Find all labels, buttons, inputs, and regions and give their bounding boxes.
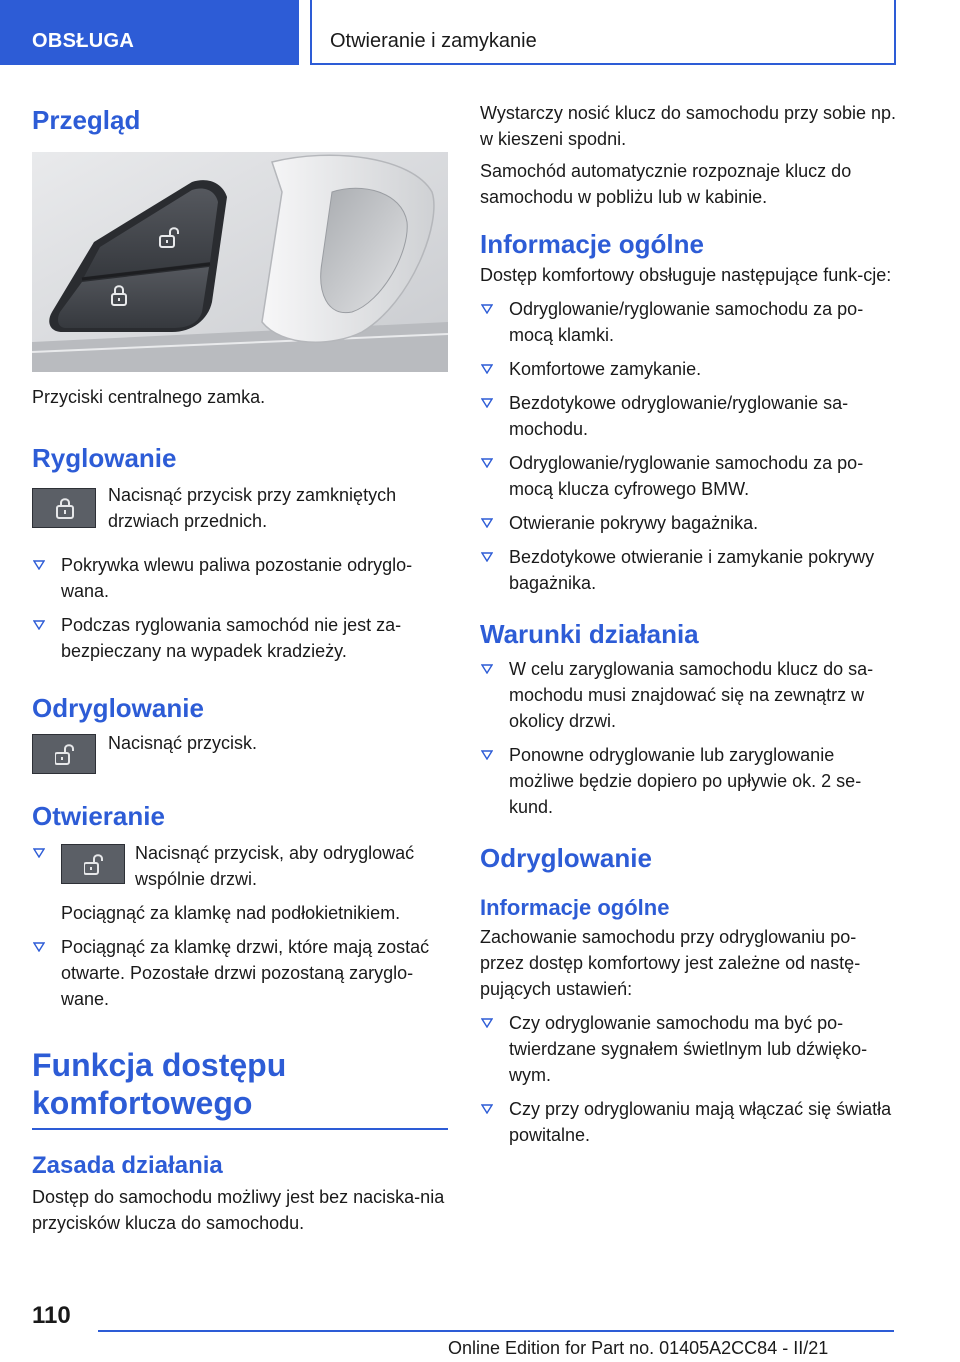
comfort-access-heading: Funkcja dostępu komfortowego <box>32 1047 287 1121</box>
list-item: Czy odryglowanie samochodu ma być po-twierdzane sygnałem świetlnym lub dźwięko-wym. <box>480 1010 896 1088</box>
lock-button-image <box>32 488 96 528</box>
list-item: Czy przy odryglowaniu mają włączać się światła powitalne. <box>480 1096 896 1148</box>
principle-text: Dostęp do samochodu możliwy jest bez naciska-nia przycisków klucza do samochodu. <box>32 1187 445 1233</box>
unlocking-row <box>32 730 448 774</box>
right-column <box>480 100 896 1148</box>
right-para-2: Samochód automatycznie rozpoznaje klucz do samochodu w pobliżu lub w kabinie. <box>480 161 852 207</box>
triangle-bullet-icon <box>481 664 493 674</box>
triangle-bullet-icon <box>481 364 493 374</box>
door-lock-buttons-figure <box>32 152 448 372</box>
triangle-bullet-icon <box>481 458 493 468</box>
unlock-bullet-list <box>480 1010 896 1148</box>
list-item: Pociągnąć za klamkę drzwi, które mają zostać otwarte. Pozostałe drzwi pozostaną zaryglo-wane. <box>32 934 448 1012</box>
unlocking-heading: Odryglowanie <box>32 693 204 723</box>
list-item <box>32 840 448 926</box>
locking-row <box>32 482 448 538</box>
principle-heading: Zasada działania <box>32 1152 223 1179</box>
footer-divider <box>98 1330 894 1332</box>
triangle-bullet-icon <box>33 848 45 858</box>
triangle-bullet-icon <box>481 304 493 314</box>
edition-text: Online Edition for Part no. 01405A2CC84 - II/21 <box>448 1338 829 1358</box>
page-number: 110 <box>32 1302 71 1329</box>
header-chapter-label: Otwieranie i zamykanie <box>330 30 537 52</box>
unlock-button-image <box>32 734 96 774</box>
list-item: Podczas ryglowania samochód nie jest za-bezpieczany na wypadek kradzieży. <box>32 612 448 664</box>
unlock-button-image <box>61 844 125 884</box>
unlock-general-heading: Informacje ogólne <box>480 895 670 920</box>
overview-heading: Przegląd <box>32 105 141 135</box>
lock-open-icon <box>55 744 75 766</box>
list-item: Bezdotykowe otwieranie i zamykanie pokrywy bagażnika. <box>480 544 896 596</box>
triangle-bullet-icon <box>481 552 493 562</box>
triangle-bullet-icon <box>481 1104 493 1114</box>
triangle-bullet-icon <box>33 620 45 630</box>
header-section-label: OBSŁUGA <box>32 30 135 52</box>
unlock-heading: Odryglowanie <box>480 843 652 873</box>
list-item: Otwieranie pokrywy bagażnika. <box>480 510 896 536</box>
triangle-bullet-icon <box>481 518 493 528</box>
header-section-tab <box>0 0 299 65</box>
list-item: Komfortowe zamykanie. <box>480 356 896 382</box>
locking-text: Nacisnąć przycisk przy zamkniętych drzwiach przednich. <box>108 485 397 531</box>
unlock-general-text: Zachowanie samochodu przy odryglowaniu po-przez dostęp komfortowy jest zależne od nastę-pujących ustawień: <box>480 927 861 999</box>
figure-caption: Przyciski centralnego zamka. <box>32 387 266 407</box>
features-bullet-list <box>480 296 896 596</box>
list-item: Bezdotykowe odryglowanie/ryglowanie sa-mochodu. <box>480 390 896 442</box>
locking-heading: Ryglowanie <box>32 443 177 473</box>
list-item: Odryglowanie/ryglowanie samochodu za po-mocą klamki. <box>480 296 896 348</box>
lock-closed-icon <box>55 498 75 520</box>
list-item: Ponowne odryglowanie lub zaryglowanie możliwe będzie dopiero po upływie ok. 2 se-kund. <box>480 742 896 820</box>
list-item: Odryglowanie/ryglowanie samochodu za po-mocą klucza cyfrowego BMW. <box>480 450 896 502</box>
triangle-bullet-icon <box>33 560 45 570</box>
triangle-bullet-icon <box>481 1018 493 1028</box>
opening-heading: Otwieranie <box>32 801 165 831</box>
conditions-heading: Warunki działania <box>480 619 699 649</box>
unlocking-text: Nacisnąć przycisk. <box>108 733 258 753</box>
general-info-heading: Informacje ogólne <box>480 229 704 259</box>
header-chapter-tab <box>312 0 896 65</box>
triangle-bullet-icon <box>481 750 493 760</box>
conditions-bullet-list <box>480 656 896 820</box>
list-item: W celu zaryglowania samochodu klucz do sa-mochodu musi znajdować się na zewnątrz w okolicy drzwi. <box>480 656 896 734</box>
heading-divider <box>32 1128 448 1130</box>
opening-step-text: Nacisnąć przycisk, aby odryglować wspólnie drzwi. <box>135 843 415 889</box>
opening-bullet-list <box>32 840 448 1012</box>
locking-bullet-list <box>32 552 448 664</box>
opening-substep-text: Pociągnąć za klamkę nad podłokietnikiem. <box>61 903 401 923</box>
right-para-1: Wystarczy nosić klucz do samochodu przy sobie np. w kieszeni spodni. <box>480 103 897 149</box>
triangle-bullet-icon <box>481 398 493 408</box>
lock-open-icon <box>84 854 104 876</box>
triangle-bullet-icon <box>33 942 45 952</box>
left-column <box>32 100 448 1236</box>
list-item: Pokrywka wlewu paliwa pozostanie odryglo-wana. <box>32 552 448 604</box>
general-info-text: Dostęp komfortowy obsługuje następujące funk-cje: <box>480 265 892 285</box>
door-panel-illustration <box>32 152 448 372</box>
